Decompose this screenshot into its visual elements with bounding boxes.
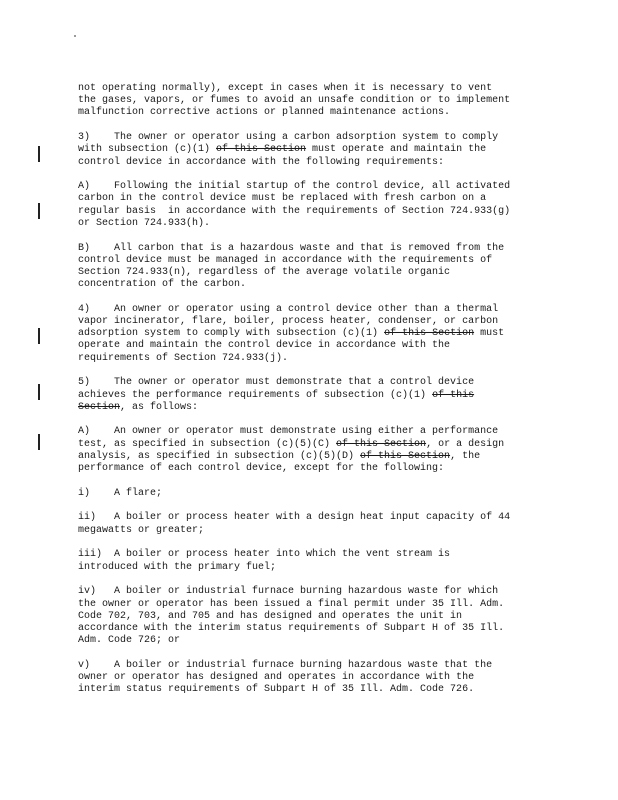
revision-bar xyxy=(38,328,40,344)
text-segment: test, as specified in subsection (c)(5)(C) xyxy=(78,438,337,450)
text-segment: concentration of the carbon. xyxy=(78,279,247,291)
text-line xyxy=(78,402,548,414)
text-segment: , as follows: xyxy=(120,401,199,413)
text-segment: malfunction corrective actions or planned maintenance actions. xyxy=(78,107,451,119)
paragraph-intro xyxy=(78,83,548,120)
text-line xyxy=(78,193,548,205)
text-line xyxy=(78,340,548,352)
text-line xyxy=(78,439,548,451)
text-line xyxy=(78,684,548,696)
text-line xyxy=(78,525,548,537)
text-line xyxy=(78,623,548,635)
text-line xyxy=(78,672,548,684)
text-segment: or Section 724.933(h). xyxy=(78,217,211,229)
paragraph-item-5 xyxy=(78,377,548,414)
revision-bar xyxy=(38,203,40,219)
text-segment: B) All carbon that is a hazardous waste and that is removed from the xyxy=(78,242,505,254)
text-segment: carbon in the control device must be replaced with fresh carbon on a xyxy=(78,193,487,205)
text-segment: must xyxy=(474,328,505,340)
text-segment: v) A boiler or industrial furnace burning hazardous waste that the xyxy=(78,659,493,671)
paragraph-item-ii xyxy=(78,512,548,536)
paragraph-item-3A xyxy=(78,181,548,230)
text-segment: must operate and maintain the xyxy=(306,144,487,156)
struck-text: Section xyxy=(78,401,121,413)
text-line xyxy=(78,426,548,438)
text-line xyxy=(78,353,548,365)
text-segment: introduced with the primary fuel; xyxy=(78,561,277,573)
text-line xyxy=(78,218,548,230)
text-segment: regular basis in accordance with the requirements of Section 724.933(g) xyxy=(78,205,511,217)
text-line xyxy=(78,586,548,598)
text-segment: operate and maintain the control device in accordance with the xyxy=(78,340,451,352)
text-segment: achieves the performance requirements of subsection (c)(1) xyxy=(78,389,433,401)
text-segment: ii) A boiler or process heater with a design heat input capacity of 44 xyxy=(78,512,511,524)
revision-bar xyxy=(38,434,40,450)
text-segment: vapor incinerator, flare, boiler, process heater, condenser, or carbon xyxy=(78,316,499,328)
text-line xyxy=(78,95,548,107)
revision-bar xyxy=(38,146,40,162)
text-segment: the gases, vapors, or fumes to avoid an unsafe condition or to implement xyxy=(78,95,511,107)
text-segment: owner or operator has designed and operates in accordance with the xyxy=(78,672,475,684)
text-line xyxy=(78,304,548,316)
text-segment: interim status requirements of Subpart H of 35 Ill. Adm. Code 726. xyxy=(78,684,475,696)
text-line xyxy=(78,243,548,255)
text-line xyxy=(78,660,548,672)
scan-speck xyxy=(74,35,76,37)
paragraph-item-5A xyxy=(78,426,548,475)
revision-bar xyxy=(38,384,40,400)
paragraph-item-4 xyxy=(78,304,548,365)
text-line xyxy=(78,488,548,500)
text-line xyxy=(78,377,548,389)
paragraph-item-3 xyxy=(78,132,548,169)
struck-text: of this xyxy=(432,389,475,401)
text-segment: control device in accordance with the following requirements: xyxy=(78,156,445,168)
text-segment: 5) The owner or operator must demonstrate that a control device xyxy=(78,377,475,389)
text-segment: 4) An owner or operator using a control device other than a thermal xyxy=(78,303,499,315)
text-line xyxy=(78,328,548,340)
struck-text: of this Section xyxy=(216,144,307,156)
text-segment: A) Following the initial startup of the control device, all activated xyxy=(78,181,511,193)
paragraph-item-i xyxy=(78,488,548,500)
text-line xyxy=(78,144,548,156)
text-line xyxy=(78,390,548,402)
text-segment: the owner or operator has been issued a final permit under 35 Ill. Adm. xyxy=(78,598,505,610)
text-line xyxy=(78,512,548,524)
text-line xyxy=(78,549,548,561)
text-line xyxy=(78,107,548,119)
text-segment: Adm. Code 726; or xyxy=(78,635,181,647)
text-line xyxy=(78,83,548,95)
text-segment: with subsection (c)(1) xyxy=(78,144,217,156)
text-line xyxy=(78,267,548,279)
text-line xyxy=(78,132,548,144)
text-line xyxy=(78,157,548,169)
text-segment: 3) The owner or operator using a carbon adsorption system to comply xyxy=(78,132,499,144)
text-segment: control device must be managed in accordance with the requirements of xyxy=(78,254,493,266)
text-line xyxy=(78,611,548,623)
text-line xyxy=(78,255,548,267)
text-segment: i) A flare; xyxy=(78,487,163,499)
text-segment: analysis, as specified in subsection (c)(5)(D) xyxy=(78,450,361,462)
paragraph-item-3B xyxy=(78,243,548,292)
struck-text: of this Section xyxy=(360,450,451,462)
document-body xyxy=(78,83,548,709)
text-segment: Code 702, 703, and 705 and has designed and operates the unit in xyxy=(78,610,463,622)
struck-text: of this Section xyxy=(336,438,427,450)
text-line xyxy=(78,316,548,328)
text-segment: performance of each control device, except for the following: xyxy=(78,463,445,475)
text-line xyxy=(78,451,548,463)
text-line xyxy=(78,562,548,574)
text-segment: , or a design xyxy=(426,438,505,450)
text-line xyxy=(78,463,548,475)
text-segment: iv) A boiler or industrial furnace burning hazardous waste for which xyxy=(78,586,499,598)
text-segment: iii) A boiler or process heater into which the vent stream is xyxy=(78,549,451,561)
text-segment: accordance with the interim status requirements of Subpart H of 35 Ill. xyxy=(78,622,505,634)
paragraph-item-iv xyxy=(78,586,548,647)
paragraph-item-v xyxy=(78,660,548,697)
text-segment: Section 724.933(n), regardless of the average volatile organic xyxy=(78,266,451,278)
text-line xyxy=(78,635,548,647)
text-segment: , the xyxy=(450,450,481,462)
text-segment: A) An owner or operator must demonstrate using either a performance xyxy=(78,426,499,438)
text-line xyxy=(78,599,548,611)
text-segment: adsorption system to comply with subsection (c)(1) xyxy=(78,328,385,340)
text-segment: requirements of Section 724.933(j). xyxy=(78,352,289,364)
text-segment: megawatts or greater; xyxy=(78,524,205,536)
text-line xyxy=(78,206,548,218)
paragraph-item-iii xyxy=(78,549,548,573)
struck-text: of this Section xyxy=(384,328,475,340)
text-line xyxy=(78,181,548,193)
text-segment: not operating normally), except in cases when it is necessary to vent xyxy=(78,83,493,94)
text-line xyxy=(78,279,548,291)
